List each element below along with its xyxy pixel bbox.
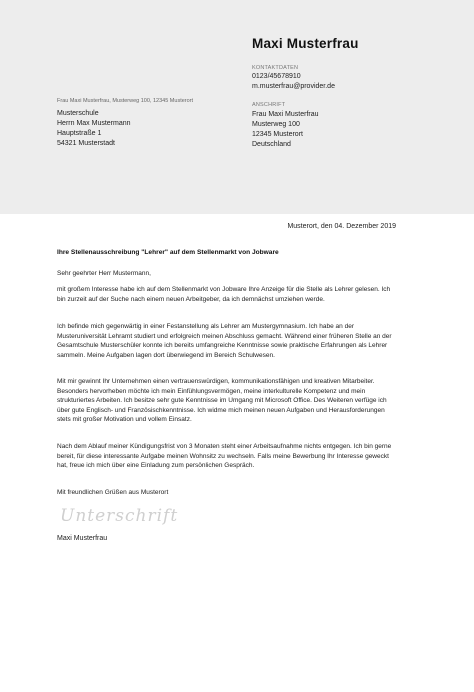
body-paragraph: Nach dem Ablauf meiner Kündigungsfrist von 3 Monaten steht einer Arbeitsaufnahme nichts entgegen. Ich bin gerne bereit, für diese interessante Aufgabe meinen Wohnsitz zu wechseln. Falls meine Bewerbung Ihr Interesse geweckt hat, freue ich mich über eine Einladung zum persönlichen Gespräch. [57, 443, 392, 469]
address-label: ANSCHRIFT [252, 102, 286, 108]
letter-subject: Ihre Stellenausschreibung "Lehrer" auf dem Stellenmarkt von Jobware [57, 249, 279, 256]
recipient-line: Hauptstraße 1 [57, 130, 102, 137]
body-paragraph: mit großem Interesse habe ich auf dem Stellenmarkt von Jobware Ihre Anzeige für die Stelle als Lehrer gelesen. Ich bin zurzeit auf der Suche nach einem neuen Arbeitgeber, da ich demnächst umziehen werde. [57, 286, 391, 303]
signature: Unterschrift [60, 506, 179, 526]
recipient-line: Herrn Max Mustermann [57, 120, 131, 127]
signer-name: Maxi Musterfrau [57, 535, 108, 542]
sender-email: m.musterfrau@provider.de [252, 83, 335, 90]
recipient-line: Musterschule [57, 110, 99, 117]
contact-label: KONTAKTDATEN [252, 65, 299, 71]
recipient-address [57, 109, 131, 149]
sender-address-line: 12345 Musterort [252, 131, 303, 138]
letter-date: Musterort, den 04. Dezember 2019 [287, 223, 396, 230]
letter-header [0, 0, 474, 214]
sender-address-line: Deutschland [252, 141, 291, 148]
return-address: Frau Maxi Musterfrau, Musterweg 100, 12345 Musterort [57, 98, 194, 104]
closing: Mit freundlichen Grüßen aus Musterort [57, 489, 169, 496]
body-paragraph: Ich befinde mich gegenwärtig in einer Festanstellung als Lehrer am Mustergymnasium. Ich habe an der Musteruniversität Lehramt studiert und erfolgreich meinen Abschluss gemacht. Während einer früheren Stelle an der Gesamtschule Musterschüler konnte ich bereits umfangreiche Kenntnisse sowie praktische Erfahrungen als Lehrer sammeln. Meine Aufgaben lagen dort überwiegend im Bereich Schulwesen. [57, 323, 392, 359]
salutation: Sehr geehrter Herr Mustermann, [57, 270, 151, 277]
sender-phone: 0123/45678910 [252, 73, 301, 80]
sender-name: Maxi Musterfrau [252, 36, 359, 51]
recipient-line: 54321 Musterstadt [57, 140, 115, 147]
body-paragraph: Mit mir gewinnt Ihr Unternehmen einen vertrauenswürdigen, kommunikationsfähigen und kreativen Mitarbeiter. Besonders hervorheben möchte ich mein Einfühlungsvermögen, meine interkulturelle Kompetenz und mein strukturiertes Arbeiten. Ich besitze sehr gute Kenntnisse im Umgang mit Microsoft Office. Des Weiteren verfüge ich über gute Englisch- und Französischkenntnisse. Ich widme mich meinen neuen Aufgaben und Herausforderungen stets mit großer Motivation und vollem Einsatz. [57, 378, 387, 423]
sender-address-line: Musterweg 100 [252, 121, 300, 128]
sender-address-line: Frau Maxi Musterfrau [252, 111, 319, 118]
